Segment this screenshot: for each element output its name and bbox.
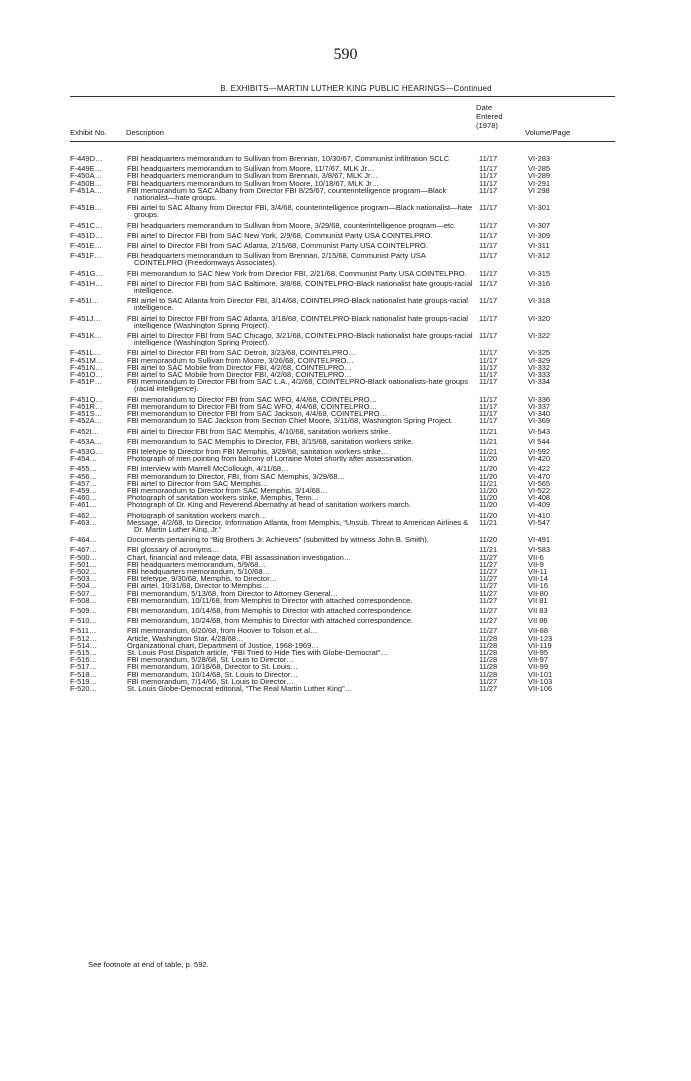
exhibit-number: F-451J…: [70, 314, 101, 323]
exhibit-description: FBI headquarters memorandum to Sullivan from Moore, 10/18/67, MLK Jr…: [127, 179, 380, 187]
date-entered: 11/21: [479, 426, 498, 436]
date-entered: 11/28: [479, 662, 498, 672]
exhibit-description: FBI memorandum to SAC Jackson from Section Chief Moore, 3/11/68, Washington Spring Project.: [127, 417, 453, 425]
date-entered: 11/17: [479, 416, 498, 426]
exhibit-number: F-502…: [70, 567, 98, 576]
exhibit-description: Photograph of Dr. King and Reverend Abernathy at head of sanitation workers march.: [127, 501, 411, 509]
volume-page: VI-285: [528, 164, 551, 174]
exhibit-number: F-456…: [70, 472, 98, 480]
date-entered: 11/27: [479, 605, 498, 615]
date-entered: 11/27: [479, 676, 498, 686]
exhibit-number: F-449E…: [70, 165, 103, 173]
exhibit-number: F-457…: [70, 479, 98, 487]
exhibit-description: Message, 4/2/68, to Director, Information Atlanta, from Memphis, “Unsub. Threat to American Airlines & Dr. Martin Luther King, Jr.”: [127, 518, 469, 534]
exhibit-description: Documents pertaining to “Big Brothers Jr. Achievers” (submitted by witness John B. Smith).: [127, 536, 429, 544]
volume-page: VII 83: [528, 605, 548, 615]
date-entered: 11/27: [479, 566, 498, 576]
exhibit-number: F-451M…: [70, 356, 104, 364]
date-entered: 11/17: [479, 185, 498, 195]
exhibit-number: F-508…: [70, 596, 98, 604]
column-header-date: Date Entered (1978): [476, 103, 503, 130]
exhibit-number: F-451S…: [70, 410, 103, 418]
exhibit-description: FBI memorandum to Director FBI from SAC L.A., 4/2/68, COINTELPRO-Black nationalists-hate groups (racial intelligence).: [127, 378, 468, 393]
exhibit-description: FBI memorandum, 5/28/68, St. Louis to Director…: [127, 656, 294, 664]
exhibit-description: FBI headquarters memorandum to Sullivan from Moore, 3/29/68, counterintelligence program—etc.: [127, 221, 456, 229]
volume-page: VI-334: [528, 377, 551, 387]
date-entered: 11/28: [479, 647, 498, 657]
volume-page: VI-340: [528, 409, 551, 419]
exhibit-description: FBI memorandum to SAC Albany from Director FBI 8/25/67, counterintelligence program—Black nationalist—hate groups.: [127, 186, 447, 202]
date-entered: 11/17: [479, 401, 498, 411]
date-entered: 11/21: [479, 446, 498, 456]
volume-page: VII-99: [528, 662, 549, 672]
date-entered: 11/27: [479, 684, 498, 693]
volume-page: VI-312: [528, 251, 551, 261]
exhibit-description: Chart, financial and mileage data, FBI assassination investigation…: [127, 553, 352, 561]
table-row: [70, 204, 615, 218]
exhibit-description: FBI memorandum, 10/11/68, from Memphis to Director with attached correspondence.: [127, 596, 413, 604]
table-row: [70, 438, 615, 445]
volume-page: VII-123: [528, 633, 553, 643]
section-title: B. EXHIBITS—MARTIN LUTHER KING PUBLIC HEARINGS—Continued: [220, 84, 492, 93]
date-entered: 11/17: [479, 220, 498, 230]
volume-page: VI-315: [528, 268, 551, 278]
volume-page: VI-369: [528, 416, 551, 426]
date-entered: 11/20: [479, 454, 498, 464]
exhibit-number: F-514…: [70, 641, 98, 649]
exhibit-number: F-452I…: [70, 427, 100, 435]
exhibit-description: FBI headquarters memorandum to Sullivan from Brennan, 10/30/67, Communist infiltration SCLC: [127, 155, 450, 163]
column-header-exhibit: Exhibit No.: [70, 128, 107, 137]
exhibit-number: F-454…: [70, 455, 98, 463]
volume-page: VI-522: [528, 485, 551, 495]
exhibit-number: F-451O…: [70, 371, 103, 379]
exhibit-description: FBI memorandum, 10/18/68, Director to St. Louis…: [127, 663, 298, 671]
exhibit-description: FBI memorandum, 7/14/66, St. Louis to Director…: [127, 677, 294, 685]
date-entered: 11/28: [479, 669, 498, 679]
exhibit-description: FBI memorandum to Director, FBI, from SAC Memphis, 3/29/68…: [127, 472, 345, 480]
date-entered: 11/27: [479, 552, 498, 562]
volume-page: VII-16: [528, 581, 549, 591]
date-entered: 11/17: [479, 377, 498, 387]
exhibit-description: FBI airtel to SAC Atlanta from Director FBI, 3/14/68, COINTELPRO-Black nationalist hate groups-racial intelligence.: [127, 297, 468, 312]
volume-page: VI-547: [528, 517, 551, 527]
exhibit-description: FBI memorandum to Director from SAC Memphis, 3/14/68…: [127, 486, 328, 495]
exhibit-description: St. Louis Globe-Democrat editorial, “The Real Martin Luther King”…: [127, 685, 353, 693]
date-entered: 11/17: [479, 362, 498, 372]
volume-page: VI-307: [528, 220, 551, 230]
date-entered: 11/17: [479, 278, 498, 288]
date-entered: 11/21: [479, 478, 498, 488]
date-entered: 11/17: [479, 178, 498, 188]
table-row: [70, 187, 615, 201]
exhibit-number: F-451B…: [70, 204, 103, 213]
exhibit-number: F-451G…: [70, 269, 103, 277]
volume-page: VII-106: [528, 684, 553, 693]
exhibit-number: F-450B…: [70, 179, 103, 187]
volume-page: VI-316: [528, 278, 551, 288]
exhibit-number: F-451I…: [70, 297, 100, 306]
table-row: [70, 242, 615, 249]
footnote: See footnote at end of table, p. 592.: [88, 960, 209, 969]
date-entered: 11/27: [479, 588, 498, 598]
exhibit-description: FBI airtel, 10/31/68, Director to Memphis…: [127, 582, 270, 590]
exhibit-description: FBI airtel to Director FBI from SAC Detroit, 3/23/68, COINTELPRO…: [127, 349, 356, 357]
exhibit-number: F-518…: [70, 670, 98, 678]
exhibit-description: FBI memorandum, 10/14/68, St. Louis to Director…: [127, 670, 298, 678]
table-row: [70, 280, 615, 294]
exhibit-description: FBI memorandum, 5/13/68, from Director to Attorney General…: [127, 589, 338, 597]
volume-page: VI-301: [528, 203, 551, 213]
volume-page: VI-311: [528, 241, 550, 251]
date-entered: 11/21: [479, 436, 498, 446]
table-row: [70, 270, 615, 277]
volume-page: VI-491: [528, 535, 551, 545]
exhibit-description: FBI airtel to Director FBI from SAC Memphis, 4/10/68, sanitation workers strike.: [127, 427, 391, 435]
volume-page: VI-337: [528, 401, 551, 411]
exhibit-number: F-462…: [70, 511, 98, 519]
volume-page: VII 86: [528, 616, 548, 626]
table-row: [70, 315, 615, 329]
volume-page: VI-329: [528, 355, 551, 365]
exhibit-number: F-520…: [70, 685, 98, 693]
volume-page: VI-320: [528, 313, 551, 323]
exhibit-number: F-451Q…: [70, 395, 103, 403]
exhibit-number: F-511…: [70, 627, 97, 635]
date-entered: 11/17: [479, 154, 498, 163]
volume-page: VII-80: [528, 588, 549, 598]
exhibit-number: F-451H…: [70, 279, 103, 288]
exhibit-number: F-451L…: [70, 349, 102, 357]
exhibit-number: F-516…: [70, 656, 98, 664]
date-entered: 11/27: [479, 616, 498, 626]
exhibit-description: FBI airtel to SAC Albany from Director FBI, 3/4/68, counterintelligence program—Black nationalist—hate groups.: [127, 204, 473, 219]
exhibit-description: FBI headquarters memorandum, 5/10/68…: [127, 567, 270, 576]
volume-page: VI-309: [528, 230, 551, 240]
date-entered: 11/21: [479, 517, 498, 527]
exhibit-description: FBI headquarters memorandum to Sullivan from Brennan, 3/8/67, MLK Jr…: [127, 172, 378, 180]
volume-page: VI-322: [528, 331, 551, 341]
date-entered: 11/27: [479, 574, 498, 584]
exhibit-number: F-449D…: [70, 155, 103, 163]
table-row: [70, 617, 615, 624]
page-number: 590: [333, 46, 358, 63]
exhibit-description: FBI airtel to Director FBI from SAC Atlanta, 2/15/68, Communist Party USA COINTELPRO.: [127, 242, 428, 250]
exhibit-number: F-464…: [70, 536, 98, 544]
volume-page: VII-97: [528, 655, 549, 665]
exhibit-number: F-459…: [70, 486, 98, 495]
exhibit-description: FBI teletype, 9/30/68, Memphis, to Director…: [127, 575, 278, 583]
exhibit-description: FBI memorandum to SAC New York from Director FBI, 2/21/68, Communist Party USA COINTELPRO.: [127, 269, 467, 277]
date-entered: 11/27: [479, 559, 498, 569]
exhibit-number: F-453G…: [70, 447, 103, 456]
volume-page: VI-422: [528, 464, 551, 474]
volume-page: VII 81: [528, 595, 548, 605]
exhibit-number: F-451C…: [70, 221, 103, 229]
volume-page: VI-543: [528, 426, 551, 436]
exhibit-description: Photograph of men pointing from balcony of Lorraine Motel shortly after assassination.: [127, 455, 414, 463]
exhibit-number: F-452A…: [70, 417, 103, 425]
exhibit-description: FBI memorandum, 10/24/68, from Memphis to Director with attached correspondence.: [127, 617, 413, 625]
exhibit-number: F-451P…: [70, 378, 103, 387]
exhibit-number: F-451R…: [70, 402, 103, 411]
table-row: [70, 222, 615, 229]
header-rule: [70, 141, 615, 142]
exhibit-number: F-515…: [70, 648, 98, 657]
volume-page: VI-318: [528, 296, 551, 306]
date-entered: 11/21: [479, 545, 498, 555]
exhibit-number: F-507…: [70, 589, 98, 597]
volume-page: VI-592: [528, 446, 551, 456]
exhibit-description: FBI memorandum to Director FBI from SAC WFO, 4/4/68, COINTELPRO…: [127, 395, 378, 403]
exhibit-description: FBI memorandum to Sullivan from Moore, 3/26/68, COINTELPRO…: [127, 356, 354, 364]
volume-page: VI-332: [528, 362, 551, 372]
volume-page: VI 544: [528, 436, 550, 446]
table-row: [70, 232, 615, 239]
exhibit-number: F-460…: [70, 494, 98, 502]
date-entered: 11/17: [479, 331, 498, 341]
date-entered: 11/20: [479, 500, 498, 510]
exhibit-number: F-455…: [70, 465, 98, 473]
volume-page: VII-101: [528, 669, 553, 679]
date-entered: 11/28: [479, 633, 498, 643]
exhibit-number: F-467…: [70, 546, 98, 554]
table-row: [70, 378, 615, 392]
exhibit-number: F-500…: [70, 553, 98, 561]
exhibit-number: F-451F…: [70, 252, 102, 261]
exhibit-number: F-450A…: [70, 172, 103, 180]
exhibit-number: F-509…: [70, 606, 98, 615]
exhibit-description: FBI airtel to Director FBI from SAC Atlanta, 3/18/68, COINTELPRO-Black nationalist hate groups-racial intelligence (Washington Spring Project).: [127, 314, 468, 330]
exhibit-description: Article, Washington Star, 4/28/68…: [127, 634, 244, 642]
date-entered: 11/28: [479, 655, 498, 665]
volume-page: VI-420: [528, 454, 551, 464]
exhibit-number: F-517…: [70, 663, 98, 671]
table-row: [70, 417, 615, 424]
volume-page: VI-409: [528, 500, 551, 510]
date-entered: 11/17: [479, 313, 498, 323]
volume-page: VI-410: [528, 510, 551, 520]
date-entered: 11/20: [479, 535, 498, 545]
table-row: [70, 501, 615, 508]
date-entered: 11/17: [479, 409, 498, 419]
table-row: [70, 455, 615, 462]
volume-page: VI-565: [528, 478, 551, 488]
top-rule: [70, 96, 615, 97]
volume-page: VII-6: [528, 552, 544, 562]
exhibit-number: F-501…: [70, 560, 98, 568]
exhibit-description: St. Louis Post Dispatch article, “FBI Tried to Hide Ties with Globe-Democrat”…: [127, 648, 388, 657]
exhibit-description: FBI headquarters memorandum, 5/9/68…: [127, 560, 266, 568]
volume-page: VII-119: [528, 640, 552, 650]
exhibit-description: FBI interview with Marrell McCollough, 4/11/68…: [127, 465, 289, 473]
table-row: [70, 297, 615, 311]
exhibit-number: F-451E…: [70, 242, 103, 250]
volume-page: VII-95: [528, 647, 549, 657]
exhibit-number: F-461…: [70, 501, 98, 509]
date-entered: 11/17: [479, 171, 498, 181]
exhibit-number: F-451A…: [70, 186, 103, 195]
exhibit-description: FBI memorandum, 10/14/68, from Memphis to Director with attached correspondence.: [127, 606, 413, 615]
date-entered: 11/20: [479, 510, 498, 520]
volume-page: VI-289: [528, 171, 551, 181]
volume-page: VII-9: [528, 559, 544, 569]
table-row: [70, 332, 615, 346]
exhibit-description: FBI memorandum, 6/20/68, from Hoover to Tolson et al…: [127, 627, 318, 635]
date-entered: 11/17: [479, 268, 498, 278]
date-entered: 11/17: [479, 355, 498, 365]
table-row: [70, 607, 615, 614]
date-entered: 11/20: [479, 493, 498, 503]
volume-page: VII-103: [528, 676, 553, 686]
volume-page: VI 298: [528, 185, 550, 195]
exhibit-number: F-451K…: [70, 332, 103, 341]
table-row: [70, 252, 615, 266]
volume-page: VII-88: [528, 626, 549, 636]
exhibit-description: FBI airtel to Director FBI from SAC Chicago, 3/21/68, COINTELPRO-Black nationalist hate groups-racial intelligence (Washington Spring Project).: [127, 332, 473, 347]
date-entered: 11/17: [479, 230, 498, 240]
date-entered: 11/28: [479, 640, 498, 650]
exhibit-description: FBI headquarters memorandum to Sullivan from Brennan, 2/15/68, Communist Party USA COINTELPRO (Freedomways Associates).: [127, 252, 426, 267]
date-entered: 11/17: [479, 370, 498, 380]
exhibit-description: FBI teletype to Director from FBI Memphis, 3/29/68, sanitation workers strike…: [127, 447, 389, 456]
exhibit-description: FBI memorandum to SAC Memphis to Director, FBI, 3/15/68, sanitation workers strike.: [127, 437, 414, 445]
table-row: [70, 536, 615, 543]
exhibit-number: F-512…: [70, 634, 98, 642]
date-entered: 11/20: [479, 464, 498, 474]
volume-page: VI-283: [528, 154, 551, 163]
exhibit-number: F-453A…: [70, 437, 103, 445]
exhibit-description: FBI airtel to SAC Mobile from Director FBI, 4/2/68, COINTELPRO…: [127, 371, 352, 379]
volume-page: VI-470: [528, 471, 551, 481]
exhibit-description: FBI glossary of acronyms…: [127, 546, 220, 554]
date-entered: 11/17: [479, 394, 498, 404]
exhibit-description: FBI airtel to Director from SAC Memphis…: [127, 479, 269, 487]
table-row: [70, 428, 615, 435]
exhibit-description: FBI memorandum to Director FBI from SAC Jackson, 4/4/68, COINTELPRO…: [127, 410, 388, 418]
exhibit-description: FBI headquarters memorandum to Sullivan from Moore, 11/7/67, MLK Jr…: [127, 165, 375, 173]
exhibit-number: F-510…: [70, 617, 98, 625]
volume-page: VI-291: [528, 178, 551, 188]
date-entered: 11/17: [479, 348, 498, 358]
exhibit-description: Organizational chart, Department of Justice, 1968-1969…: [127, 641, 319, 649]
date-entered: 11/17: [479, 203, 498, 213]
date-entered: 11/17: [479, 241, 498, 251]
date-entered: 11/17: [479, 164, 498, 174]
exhibit-description: FBI memorandum to Director FBI from SAC WFO, 4/4/68, COINTELPRO…: [127, 402, 378, 411]
exhibit-number: F-463…: [70, 518, 98, 527]
exhibit-number: F-504…: [70, 582, 98, 590]
column-header-description: Description: [126, 128, 164, 137]
volume-page: VI-408: [528, 493, 551, 503]
volume-page: VII-14: [528, 574, 549, 584]
date-entered: 11/27: [479, 626, 498, 636]
date-entered: 11/27: [479, 581, 498, 591]
table-row: [70, 519, 615, 533]
date-entered: 11/20: [479, 485, 498, 495]
column-header-volume: Volume/Page: [525, 128, 571, 137]
volume-page: VI-325: [528, 348, 551, 358]
volume-page: VI-333: [528, 370, 551, 380]
date-entered: 11/17: [479, 251, 498, 261]
exhibit-description: FBI airtel to Director FBI from SAC New York, 2/9/68, Communist Party USA COINTELPRO.: [127, 231, 433, 240]
table-row: [70, 597, 615, 604]
exhibit-description: Photograph of sanitation workers march…: [127, 511, 268, 519]
date-entered: 11/20: [479, 471, 498, 481]
exhibit-table-body: [70, 155, 615, 692]
date-entered: 11/27: [479, 595, 498, 605]
table-row: [70, 685, 615, 692]
volume-page: VI-336: [528, 394, 551, 404]
exhibit-number: F-451D…: [70, 231, 103, 240]
exhibit-description: Photograph of sanitation workers strike, Memphis, Tenn…: [127, 494, 320, 502]
exhibit-number: F-451N…: [70, 363, 103, 372]
table-header: [70, 101, 615, 139]
volume-page: VI-583: [528, 545, 551, 555]
exhibit-description: FBI airtel to SAC Mobile from Director FBI, 4/2/68, COINTELPRO…: [127, 363, 352, 372]
exhibit-number: F-519…: [70, 677, 98, 685]
exhibit-number: F-503…: [70, 575, 98, 583]
exhibit-description: FBI airtel to Director FBI from SAC Baltimore, 3/8/68, COINTELPRO-Black nationalist hate groups-racial intelligence.: [127, 279, 473, 295]
date-entered: 11/17: [479, 296, 498, 306]
volume-page: VII-11: [528, 566, 548, 576]
table-row: [70, 155, 615, 162]
